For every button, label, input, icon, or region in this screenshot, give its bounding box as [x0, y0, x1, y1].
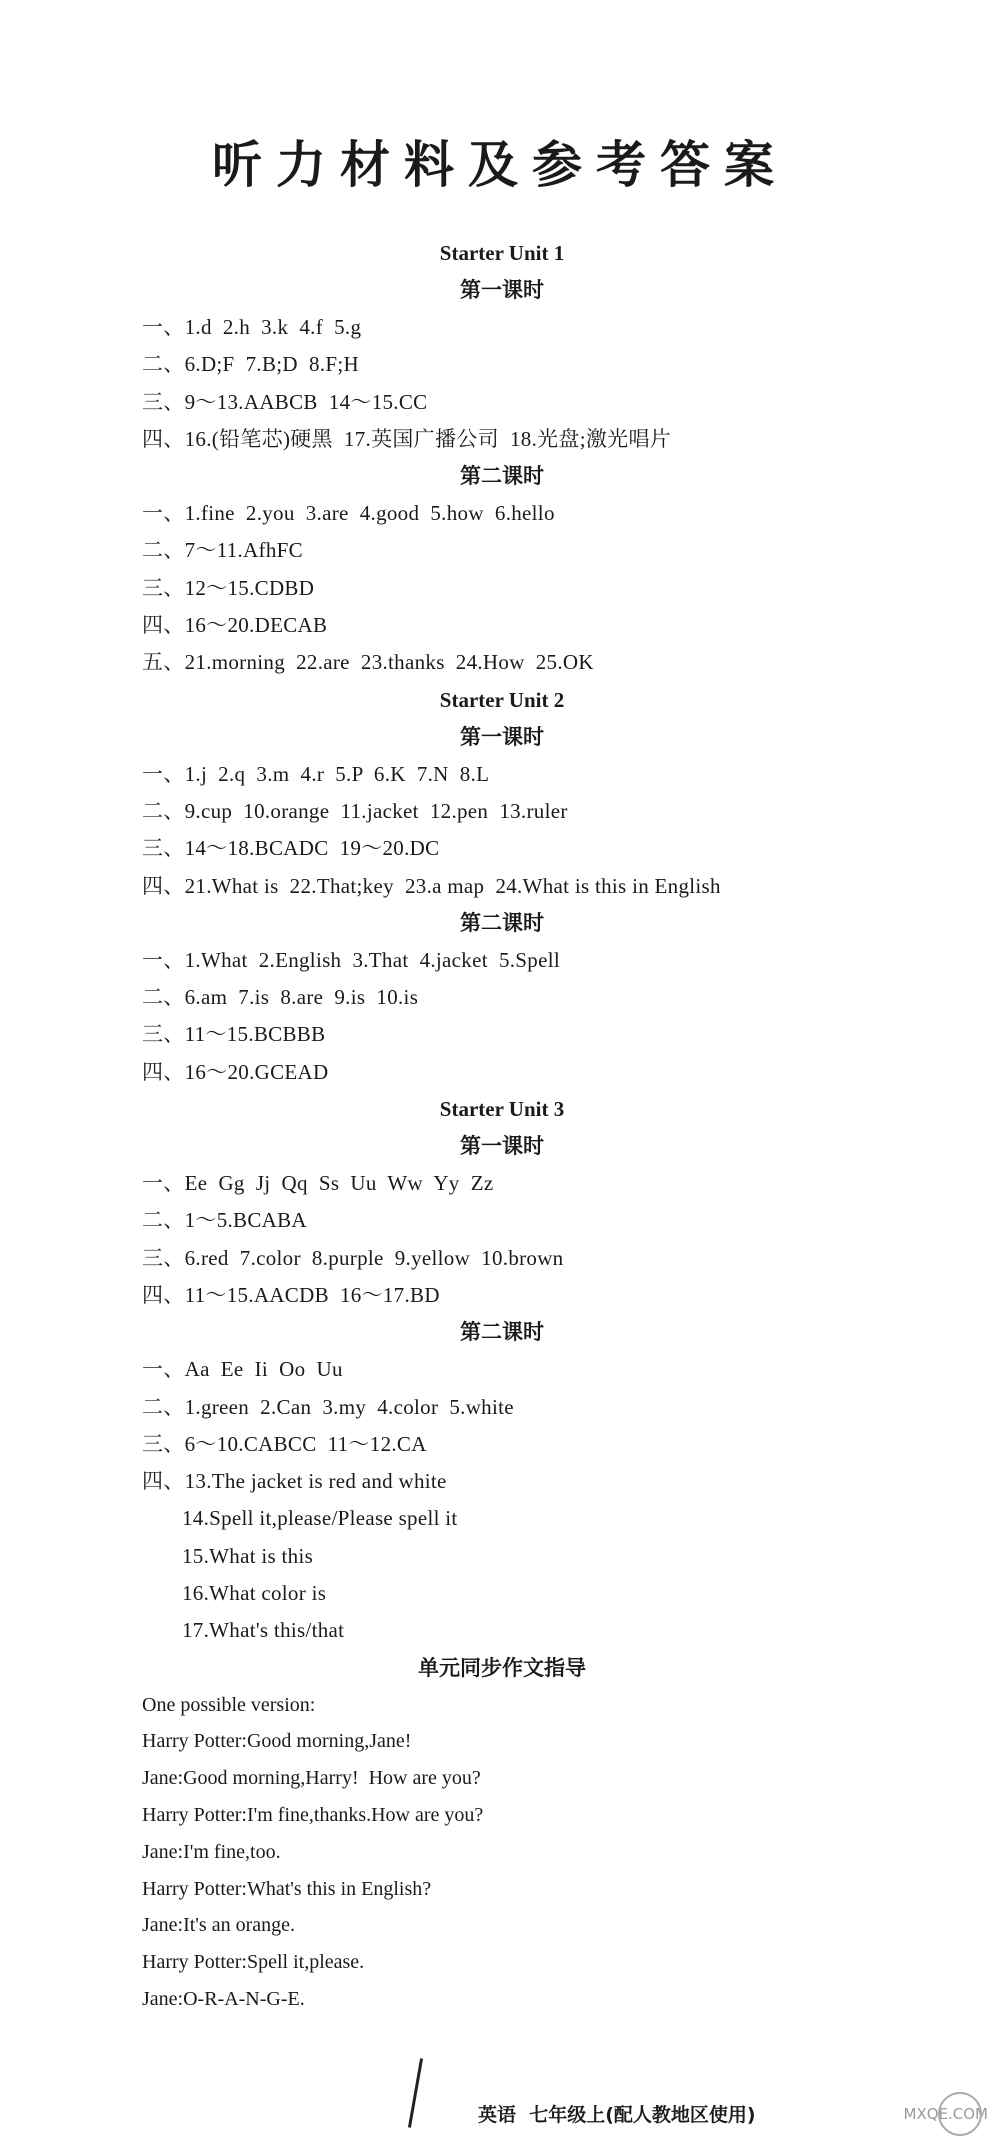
watermark-text: MXQE.COM [903, 2105, 988, 2123]
answer-line: 二、1～5.BCABA [142, 1208, 307, 1233]
answer-line: 三、11～15.BCBBB [142, 1022, 326, 1047]
essay-line: One possible version: [142, 1693, 316, 1716]
answer-line: 一、1.What 2.English 3.That 4.jacket 5.Spell [142, 947, 560, 972]
lesson-heading: 单元同步作文指导 [418, 1655, 586, 1680]
answer-line: 三、12～15.CDBD [142, 575, 315, 600]
lesson-heading: 第一课时 [460, 724, 544, 749]
answer-line: 二、9.cup 10.orange 11.jacket 12.pen 13.ruler [142, 798, 568, 823]
answer-line: 四、21.What is 22.That;key 23.a map 24.What is this in English [142, 873, 721, 898]
answer-line: 一、Aa Ee Ii Oo Uu [142, 1357, 343, 1382]
answer-line: 四、13.The jacket is red and white [142, 1469, 447, 1494]
answer-line-indented: 15.What is this [182, 1543, 314, 1568]
answer-line: 四、16.(铅笔芯)硬黑 17.英国广播公司 18.光盘;激光唱片 [142, 426, 672, 451]
answer-line: 一、1.j 2.q 3.m 4.r 5.P 6.K 7.N 8.L [142, 761, 490, 786]
answer-line: 三、14～18.BCADC 19～20.DC [142, 836, 440, 861]
essay-line: Jane:I'm fine,too. [142, 1840, 281, 1863]
essay-line: Jane:O-R-A-N-G-E. [142, 1987, 305, 2010]
lesson-heading: 第二课时 [460, 464, 544, 489]
footer-book-label: 英语 七年级上(配人教地区使用) [478, 2104, 756, 2126]
answer-line: 四、16～20.GCEAD [142, 1059, 329, 1084]
essay-line: Jane:It's an orange. [142, 1914, 295, 1937]
answer-line: 一、1.d 2.h 3.k 4.f 5.g [142, 315, 362, 339]
answer-line: 一、1.fine 2.you 3.are 4.good 5.how 6.hello [142, 501, 555, 526]
lesson-heading: 第二课时 [460, 910, 544, 935]
answer-line: 三、6.red 7.color 8.purple 9.yellow 10.brown [142, 1245, 564, 1270]
page-title: 听力材料及参考答案 [212, 135, 788, 194]
pen-stroke-mark [408, 2058, 423, 2127]
site-watermark [838, 2088, 988, 2140]
watermark-seal-icon [938, 2092, 982, 2136]
answer-line: 一、Ee Gg Jj Qq Ss Uu Ww Yy Zz [142, 1171, 494, 1196]
essay-line: Harry Potter:Good morning,Jane! [142, 1730, 412, 1753]
answer-line: 四、16～20.DECAB [142, 613, 328, 638]
answer-line: 二、1.green 2.Can 3.my 4.color 5.white [142, 1394, 514, 1419]
answer-line: 三、9～13.AABCB 14～15.CC [142, 389, 428, 414]
essay-line: Harry Potter:What's this in English? [142, 1877, 432, 1900]
answer-line: 二、6.am 7.is 8.are 9.is 10.is [142, 985, 419, 1010]
lesson-heading: 第二课时 [460, 1320, 544, 1345]
essay-line: Jane:Good morning,Harry! How are you? [142, 1767, 481, 1790]
answer-line-indented: 14.Spell it,please/Please spell it [182, 1506, 458, 1531]
answer-line: 三、6～10.CABCC 11～12.CA [142, 1431, 427, 1456]
lesson-heading: 第一课时 [460, 278, 544, 302]
essay-line: Harry Potter:Spell it,please. [142, 1951, 365, 1974]
answer-line: 五、21.morning 22.are 23.thanks 24.How 25.OK [142, 650, 594, 675]
answer-content [142, 235, 962, 2018]
essay-line: Harry Potter:I'm fine,thanks.How are you? [142, 1804, 484, 1826]
unit-heading: Starter Unit 2 [439, 687, 565, 712]
lesson-heading: 第一课时 [460, 1134, 544, 1159]
answer-line-indented: 17.What's this/that [182, 1618, 345, 1643]
unit-heading: Starter Unit 1 [439, 241, 565, 265]
answer-line: 二、7～11.AfhFC [142, 538, 303, 563]
answer-line-indented: 16.What color is [182, 1581, 327, 1606]
answer-line: 二、6.D;F 7.B;D 8.F;H [142, 352, 359, 377]
answer-line: 四、11～15.AACDB 16～17.BD [142, 1282, 440, 1307]
unit-heading: Starter Unit 3 [439, 1097, 565, 1122]
